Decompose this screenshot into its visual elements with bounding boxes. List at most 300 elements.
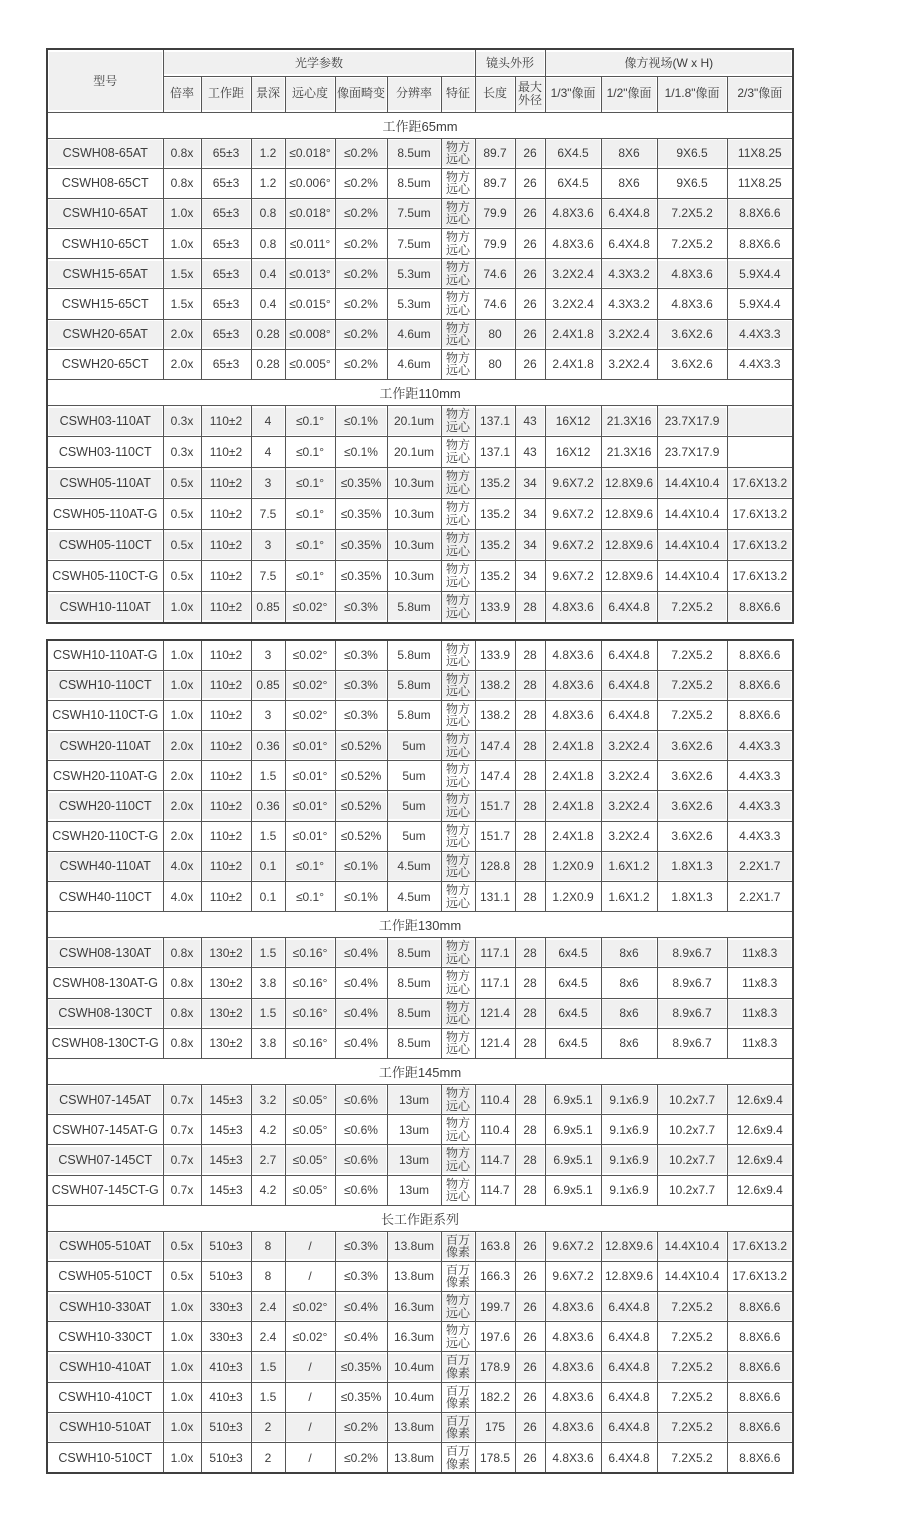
table-cell: 13.8um: [387, 1412, 441, 1442]
table-cell: ≤0.2%: [335, 319, 387, 349]
table-cell: 2.0x: [163, 319, 201, 349]
table-cell: 1.0x: [163, 1322, 201, 1352]
column-header: 长度: [475, 76, 515, 112]
table-cell: 28: [515, 592, 545, 623]
table-row: [47, 1412, 793, 1442]
table-row: [47, 1322, 793, 1352]
table-cell: ≤0.2%: [335, 289, 387, 319]
table-cell: 28: [515, 791, 545, 821]
table-cell: 34: [515, 530, 545, 561]
table-cell: 8: [251, 1261, 285, 1291]
model-cell: CSWH10-410CT: [47, 1382, 163, 1412]
table-cell: 28: [515, 1028, 545, 1058]
table-cell: 5um: [387, 791, 441, 821]
table-cell: 8x6: [601, 1028, 657, 1058]
table-cell: 14.4X10.4: [657, 1261, 727, 1291]
table-row: [47, 561, 793, 592]
table-cell: 8.8X6.6: [727, 1322, 793, 1352]
table-cell: 8.8X6.6: [727, 640, 793, 671]
table-cell: 2.4X1.8: [545, 319, 601, 349]
model-cell: CSWH08-65AT: [47, 138, 163, 168]
feature-cell: 物方远心: [441, 1292, 475, 1322]
table-cell: 2.4X1.8: [545, 761, 601, 791]
table-cell: 6X4.5: [545, 168, 601, 198]
spec-table-body-1: [47, 112, 793, 623]
model-cell: CSWH20-110CT-G: [47, 821, 163, 851]
table-cell: 145±3: [201, 1145, 251, 1175]
table-row: [47, 1231, 793, 1261]
table-cell: 3.2X2.4: [601, 791, 657, 821]
table-cell: 11x8.3: [727, 1028, 793, 1058]
table-cell: 4.8X3.6: [545, 229, 601, 259]
section-header-row: [47, 1058, 793, 1084]
table-cell: 26: [515, 1412, 545, 1442]
table-cell: 6.4X4.8: [601, 1443, 657, 1474]
table-cell: 79.9: [475, 198, 515, 228]
spec-table-header: [47, 49, 793, 112]
model-cell: CSWH08-130AT-G: [47, 968, 163, 998]
column-header: 景深: [251, 76, 285, 112]
table-cell: 7.5um: [387, 198, 441, 228]
table-cell: 8: [251, 1231, 285, 1261]
table-cell: ≤0.1°: [285, 437, 335, 468]
model-cell: CSWH20-65CT: [47, 349, 163, 379]
table-cell: 8.5um: [387, 168, 441, 198]
table-cell: /: [285, 1261, 335, 1291]
table-cell: 7.5um: [387, 229, 441, 259]
table-cell: 4.8X3.6: [545, 198, 601, 228]
table-cell: 2.0x: [163, 821, 201, 851]
table-row: [47, 761, 793, 791]
model-cell: CSWH07-145CT: [47, 1145, 163, 1175]
table-cell: 3.8: [251, 1028, 285, 1058]
table-cell: 4.8X3.6: [545, 1322, 601, 1352]
feature-cell: 物方远心: [441, 349, 475, 379]
table-cell: 28: [515, 968, 545, 998]
table-row: [47, 791, 793, 821]
table-cell: 0.7x: [163, 1175, 201, 1205]
column-header: 倍率: [163, 76, 201, 112]
table-row: [47, 530, 793, 561]
table-cell: 23.7X17.9: [657, 406, 727, 437]
table-cell: ≤0.52%: [335, 791, 387, 821]
table-cell: ≤0.35%: [335, 499, 387, 530]
table-cell: 43: [515, 437, 545, 468]
table-cell: 4.0x: [163, 882, 201, 912]
table-cell: /: [285, 1443, 335, 1474]
table-cell: 135.2: [475, 468, 515, 499]
table-cell: 128.8: [475, 851, 515, 881]
model-cell: CSWH10-110AT: [47, 592, 163, 623]
table-row: [47, 1443, 793, 1474]
table-cell: 3: [251, 530, 285, 561]
table-cell: 114.7: [475, 1145, 515, 1175]
model-cell: CSWH10-330AT: [47, 1292, 163, 1322]
table-cell: ≤0.1%: [335, 437, 387, 468]
table-cell: 182.2: [475, 1382, 515, 1412]
table-cell: 9.6X7.2: [545, 468, 601, 499]
column-header: 特征: [441, 76, 475, 112]
table-cell: 28: [515, 700, 545, 730]
model-cell: CSWH08-65CT: [47, 168, 163, 198]
table-cell: 8X6: [601, 168, 657, 198]
table-cell: 110±2: [201, 406, 251, 437]
model-cell: CSWH03-110CT: [47, 437, 163, 468]
table-cell: ≤0.6%: [335, 1145, 387, 1175]
table-cell: 1.2X0.9: [545, 882, 601, 912]
table-cell: 1.5x: [163, 259, 201, 289]
table-cell: 1.2X0.9: [545, 851, 601, 881]
table-cell: 10.3um: [387, 499, 441, 530]
table-cell: 21.3X16: [601, 406, 657, 437]
table-cell: 199.7: [475, 1292, 515, 1322]
feature-cell: 百万像素: [441, 1352, 475, 1382]
table-cell: 135.2: [475, 499, 515, 530]
feature-cell: 百万像素: [441, 1231, 475, 1261]
table-cell: 3.2X2.4: [545, 289, 601, 319]
feature-cell: 物方远心: [441, 1028, 475, 1058]
table-cell: 2.0x: [163, 761, 201, 791]
table-cell: 4.4X3.3: [727, 761, 793, 791]
table-cell: 12.8X9.6: [601, 530, 657, 561]
table-cell: 0.8: [251, 229, 285, 259]
table-cell: 1.0x: [163, 640, 201, 671]
table-cell: 10.3um: [387, 468, 441, 499]
table-cell: 10.3um: [387, 530, 441, 561]
table-cell: 1.5: [251, 938, 285, 968]
table-cell: 3.6X2.6: [657, 349, 727, 379]
table-cell: 131.1: [475, 882, 515, 912]
table-cell: ≤0.4%: [335, 1028, 387, 1058]
table-cell: 34: [515, 561, 545, 592]
table-row: [47, 168, 793, 198]
table-cell: /: [285, 1352, 335, 1382]
table-cell: 110±2: [201, 561, 251, 592]
table-row: [47, 437, 793, 468]
feature-cell: 物方远心: [441, 259, 475, 289]
table-row: [47, 821, 793, 851]
table-cell: 3: [251, 700, 285, 730]
table-cell: 4.6um: [387, 319, 441, 349]
table-cell: 8.9x6.7: [657, 998, 727, 1028]
table-cell: 7.2X5.2: [657, 1322, 727, 1352]
table-cell: ≤0.4%: [335, 938, 387, 968]
table-row: [47, 138, 793, 168]
table-cell: ≤0.6%: [335, 1115, 387, 1145]
table-cell: 0.8x: [163, 968, 201, 998]
table-cell: 5um: [387, 731, 441, 761]
table-cell: 151.7: [475, 791, 515, 821]
table-row: [47, 851, 793, 881]
table-cell: 26: [515, 198, 545, 228]
table-cell: 6.4X4.8: [601, 1352, 657, 1382]
table-cell: 7.2X5.2: [657, 198, 727, 228]
table-cell: ≤0.01°: [285, 821, 335, 851]
table-cell: 110±2: [201, 791, 251, 821]
model-cell: CSWH08-130CT: [47, 998, 163, 1028]
table-cell: 4.5um: [387, 851, 441, 881]
feature-cell: 物方远心: [441, 791, 475, 821]
table-cell: 7.2X5.2: [657, 700, 727, 730]
table-row: [47, 592, 793, 623]
table-cell: 4.3X3.2: [601, 259, 657, 289]
table-cell: ≤0.35%: [335, 468, 387, 499]
table-row: [47, 1028, 793, 1058]
table-cell: ≤0.05°: [285, 1175, 335, 1205]
table-cell: 510±3: [201, 1412, 251, 1442]
table-cell: 0.85: [251, 592, 285, 623]
model-cell: CSWH10-65CT: [47, 229, 163, 259]
column-header: 像面畸变: [335, 76, 387, 112]
table-cell: 14.4X10.4: [657, 499, 727, 530]
table-cell: 6.9x5.1: [545, 1145, 601, 1175]
table-cell: 137.1: [475, 437, 515, 468]
table-cell: ≤0.35%: [335, 1382, 387, 1412]
feature-cell: 物方远心: [441, 319, 475, 349]
table-cell: 7.5: [251, 499, 285, 530]
table-cell: 1.0x: [163, 1443, 201, 1474]
table-cell: 0.1: [251, 882, 285, 912]
table-cell: 8.9x6.7: [657, 968, 727, 998]
table-cell: 7.2X5.2: [657, 670, 727, 700]
table-cell: ≤0.008°: [285, 319, 335, 349]
table-cell: 1.0x: [163, 1382, 201, 1412]
table-cell: ≤0.2%: [335, 168, 387, 198]
model-cell: CSWH08-130AT: [47, 938, 163, 968]
model-cell: CSWH10-65AT: [47, 198, 163, 228]
table-row: [47, 349, 793, 379]
table-cell: ≤0.2%: [335, 229, 387, 259]
table-cell: 16.3um: [387, 1292, 441, 1322]
table-cell: 17.6X13.2: [727, 468, 793, 499]
table-cell: 147.4: [475, 731, 515, 761]
table-cell: 10.2x7.7: [657, 1084, 727, 1114]
table-cell: 5.8um: [387, 640, 441, 671]
feature-cell: 物方远心: [441, 592, 475, 623]
section-header-row: [47, 1205, 793, 1231]
table-cell: 12.8X9.6: [601, 499, 657, 530]
table-cell: 1.8X1.3: [657, 851, 727, 881]
table-cell: 0.8x: [163, 1028, 201, 1058]
feature-cell: 物方远心: [441, 561, 475, 592]
model-cell: CSWH20-65AT: [47, 319, 163, 349]
table-cell: 4.8X3.6: [545, 640, 601, 671]
feature-cell: 物方远心: [441, 670, 475, 700]
table-cell: 8.8X6.6: [727, 198, 793, 228]
table-cell: 28: [515, 882, 545, 912]
table-cell: 2.0x: [163, 349, 201, 379]
table-cell: 3.2X2.4: [601, 349, 657, 379]
table-cell: 6.4X4.8: [601, 592, 657, 623]
table-cell: 8.8X6.6: [727, 1443, 793, 1474]
feature-cell: 物方远心: [441, 998, 475, 1028]
table-cell: 0.5x: [163, 499, 201, 530]
model-cell: CSWH15-65CT: [47, 289, 163, 319]
feature-cell: 物方远心: [441, 437, 475, 468]
table-cell: 17.6X13.2: [727, 1231, 793, 1261]
model-cell: CSWH05-110CT: [47, 530, 163, 561]
table-cell: 10.4um: [387, 1352, 441, 1382]
table-cell: /: [285, 1412, 335, 1442]
table-cell: ≤0.02°: [285, 592, 335, 623]
table-cell: 1.6X1.2: [601, 851, 657, 881]
table-cell: 5.8um: [387, 592, 441, 623]
table-cell: ≤0.01°: [285, 761, 335, 791]
section-title: 工作距145mm: [47, 1058, 793, 1084]
feature-cell: 物方远心: [441, 198, 475, 228]
table-row: [47, 640, 793, 671]
table-cell: 3.2X2.4: [601, 821, 657, 851]
table-cell: 110±2: [201, 851, 251, 881]
table-cell: 10.2x7.7: [657, 1175, 727, 1205]
table-cell: 6.4X4.8: [601, 1412, 657, 1442]
table-cell: 3.2X2.4: [545, 259, 601, 289]
table-cell: 13um: [387, 1084, 441, 1114]
table-cell: 5.8um: [387, 700, 441, 730]
model-cell: CSWH15-65AT: [47, 259, 163, 289]
table-cell: 3.2X2.4: [601, 731, 657, 761]
table-cell: 4.3X3.2: [601, 289, 657, 319]
table-cell: 0.3x: [163, 437, 201, 468]
section-header-row: [47, 112, 793, 138]
table-cell: ≤0.4%: [335, 998, 387, 1028]
table-cell: ≤0.1°: [285, 851, 335, 881]
table-cell: 138.2: [475, 700, 515, 730]
table-cell: 4.4X3.3: [727, 319, 793, 349]
table-cell: 6x4.5: [545, 968, 601, 998]
table-cell: ≤0.2%: [335, 259, 387, 289]
table-cell: 110.4: [475, 1115, 515, 1145]
table-cell: /: [285, 1382, 335, 1412]
table-cell: ≤0.4%: [335, 1292, 387, 1322]
feature-cell: 物方远心: [441, 968, 475, 998]
header-group-0: 光学参数: [163, 49, 475, 76]
table-cell: 135.2: [475, 561, 515, 592]
table-cell: 10.2x7.7: [657, 1145, 727, 1175]
feature-cell: 百万像素: [441, 1443, 475, 1474]
table-cell: 8.9x6.7: [657, 1028, 727, 1058]
table-cell: 26: [515, 319, 545, 349]
table-cell: 6.4X4.8: [601, 198, 657, 228]
table-cell: ≤0.52%: [335, 731, 387, 761]
table-cell: 9.6X7.2: [545, 530, 601, 561]
table-cell: 175: [475, 1412, 515, 1442]
header-group-1: 镜头外形: [475, 49, 545, 76]
table-cell: 9.1x6.9: [601, 1115, 657, 1145]
section-header-row: [47, 912, 793, 938]
table-cell: 7.2X5.2: [657, 1382, 727, 1412]
table-cell: 20.1um: [387, 437, 441, 468]
table-cell: 4: [251, 437, 285, 468]
table-cell: 4.5um: [387, 882, 441, 912]
table-cell: 121.4: [475, 1028, 515, 1058]
table-cell: 0.5x: [163, 561, 201, 592]
model-cell: CSWH05-510AT: [47, 1231, 163, 1261]
table-cell: 80: [475, 319, 515, 349]
table-cell: ≤0.16°: [285, 938, 335, 968]
table-row: [47, 198, 793, 228]
table-cell: 510±3: [201, 1231, 251, 1261]
table-cell: 28: [515, 640, 545, 671]
table-cell: 16X12: [545, 437, 601, 468]
table-cell: 12.6x9.4: [727, 1084, 793, 1114]
table-cell: 9.1x6.9: [601, 1175, 657, 1205]
table-cell: 1.5: [251, 821, 285, 851]
table-cell: 9.6X7.2: [545, 1261, 601, 1291]
table-cell: 65±3: [201, 168, 251, 198]
table-cell: 117.1: [475, 968, 515, 998]
table-cell: 4.8X3.6: [545, 1382, 601, 1412]
table-row: [47, 968, 793, 998]
table-cell: 12.8X9.6: [601, 1231, 657, 1261]
table-cell: 166.3: [475, 1261, 515, 1291]
table-cell: ≤0.1°: [285, 468, 335, 499]
feature-cell: 物方远心: [441, 289, 475, 319]
table-cell: 6.4X4.8: [601, 1382, 657, 1412]
table-cell: ≤0.005°: [285, 349, 335, 379]
table-cell: 110±2: [201, 640, 251, 671]
table-cell: 7.2X5.2: [657, 229, 727, 259]
table-cell: 11x8.3: [727, 998, 793, 1028]
table-cell: 6.9x5.1: [545, 1084, 601, 1114]
table-cell: 510±3: [201, 1261, 251, 1291]
spec-table-body-2: [47, 640, 793, 1474]
table-cell: 5.3um: [387, 259, 441, 289]
table-cell: ≤0.02°: [285, 700, 335, 730]
table-cell: 89.7: [475, 138, 515, 168]
table-cell: 80: [475, 349, 515, 379]
table-row: [47, 998, 793, 1028]
table-cell: ≤0.1%: [335, 851, 387, 881]
model-cell: CSWH10-510AT: [47, 1412, 163, 1442]
table-cell: 3: [251, 640, 285, 671]
table-row: [47, 259, 793, 289]
table-cell: 34: [515, 468, 545, 499]
table-cell: 6.4X4.8: [601, 670, 657, 700]
table-cell: 330±3: [201, 1322, 251, 1352]
model-cell: CSWH05-110CT-G: [47, 561, 163, 592]
table-cell: ≤0.2%: [335, 138, 387, 168]
table-cell: 0.36: [251, 791, 285, 821]
column-header: 1/1.8"像面: [657, 76, 727, 112]
table-cell: 26: [515, 259, 545, 289]
table-cell: 2.7: [251, 1145, 285, 1175]
model-cell: CSWH10-110AT-G: [47, 640, 163, 671]
table-cell: 7.2X5.2: [657, 1352, 727, 1382]
table-cell: ≤0.2%: [335, 1412, 387, 1442]
table-cell: 6.4X4.8: [601, 640, 657, 671]
table-cell: 9.1x6.9: [601, 1145, 657, 1175]
table-cell: 1.0x: [163, 1412, 201, 1442]
table-cell: 0.4: [251, 289, 285, 319]
table-cell: 9.6X7.2: [545, 499, 601, 530]
feature-cell: 百万像素: [441, 1382, 475, 1412]
table-cell: ≤0.015°: [285, 289, 335, 319]
table-cell: ≤0.011°: [285, 229, 335, 259]
table-cell: 26: [515, 1352, 545, 1382]
table-cell: 4: [251, 406, 285, 437]
column-header: 1/3"像面: [545, 76, 601, 112]
table-cell: 0.8x: [163, 138, 201, 168]
feature-cell: 物方远心: [441, 1084, 475, 1114]
table-cell: 5um: [387, 821, 441, 851]
table-cell: 8x6: [601, 938, 657, 968]
table-cell: 1.6X1.2: [601, 882, 657, 912]
table-cell: 4.4X3.3: [727, 349, 793, 379]
table-cell: 8.8X6.6: [727, 1382, 793, 1412]
model-cell: CSWH07-145AT-G: [47, 1115, 163, 1145]
table-cell: 5.8um: [387, 670, 441, 700]
